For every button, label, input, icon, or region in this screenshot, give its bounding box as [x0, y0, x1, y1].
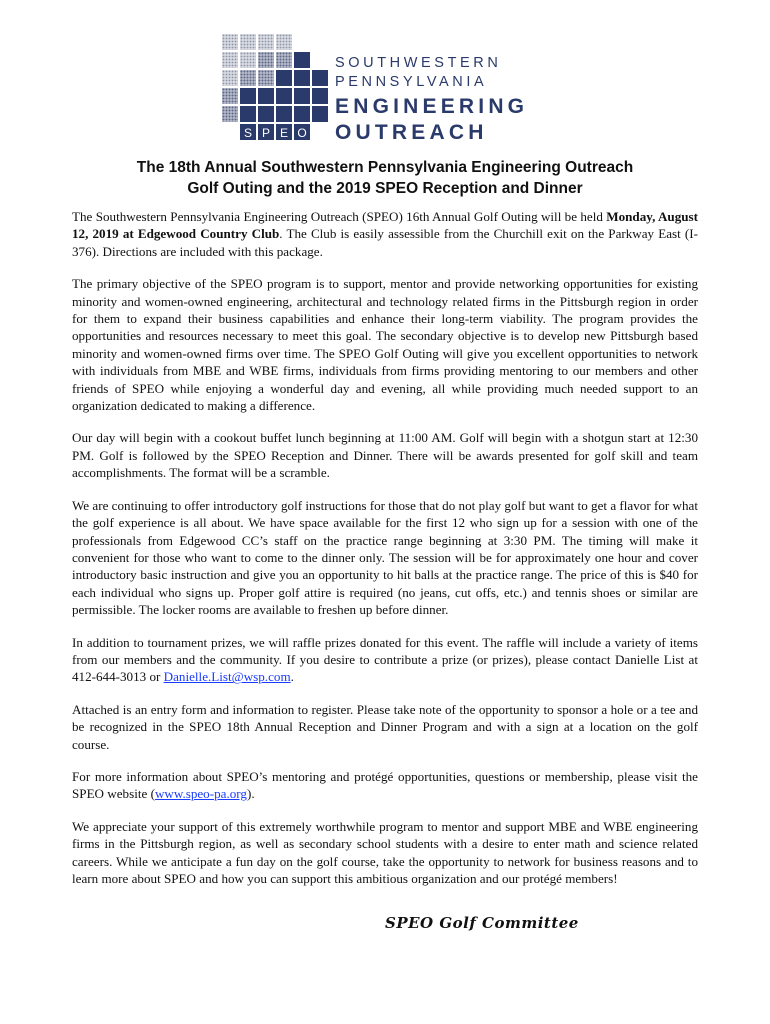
logo-mark-letter: O [297, 126, 307, 140]
paragraph-text: . The Club is easily assessible from the Churchill exit on the Parkway East (I-376). Directions are included with this package. [72, 226, 698, 259]
grid-cell [240, 88, 256, 104]
grid-cell [240, 106, 256, 122]
grid-cell [276, 34, 292, 50]
grid-cell [294, 88, 310, 104]
paragraph-text: For more information about SPEO’s mentoring and protégé opportunities, questions or membership, please visit the SPEO website ( [72, 768, 698, 802]
paragraph-schedule: Our day will begin with a cookout buffet lunch beginning at 11:00 AM. Golf will begin with a shotgun start at 12:30 PM. Golf is followed by the SPEO Reception and Dinner. There will be awards presented for golf skill and team accomplishments. The format will be a scramble. [72, 430, 698, 481]
grid-cell [312, 106, 328, 122]
grid-cell [294, 70, 310, 86]
grid-cell [276, 88, 292, 104]
speo-grid-mark [222, 34, 328, 140]
speo-logo [222, 34, 552, 144]
grid-cell [294, 52, 310, 68]
paragraph-event-details [72, 208, 698, 260]
logo-mark-letter: S [243, 126, 253, 140]
grid-cell [222, 70, 238, 86]
paragraph-appreciation: We appreciate your support of this extremely worthwhile program to mentor and support MBE and WBE engineering firms in the Pittsburgh region, as well as secondary school students with a desire to enter math and science related careers. While we anticipate a fun day on the golf course, take the opportunity to network for business reasons and to learn more about SPEO and how you can support this ambitious organization and our protégé members! [72, 818, 698, 886]
grid-cell [240, 70, 256, 86]
website-link[interactable]: www.speo-pa.org [154, 786, 247, 802]
logo-line: ENGINEERING [335, 95, 529, 118]
paragraph-objectives: The primary objective of the SPEO program is to support, mentor and provide networking opportunities for existing minority and women-owned engineering, architectural and technology related firms in the Pittsburgh region in order for them to expand their business capabilities and enhance their long-term viability. The program provides the opportunities and resources necessary to meet this goal. The secondary objective is to develop new Pittsburgh based minority and women-owned firms over time. The SPEO Golf Outing will give you excellent opportunities to network with individuals from MBE and WBE firms, individuals from firms providing mentoring to our members and other friends of SPEO while enjoying a wonderful day and evening, all while providing much needed support to an organization dedicated to making a difference. [72, 276, 698, 414]
grid-cell [258, 34, 274, 50]
grid-cell [222, 34, 238, 50]
logo-mark-letter: P [261, 126, 271, 140]
grid-cell [276, 70, 292, 86]
title-line-1: The 18th Annual Southwestern Pennsylvania Engineering Outreach [136, 159, 634, 176]
grid-cell [258, 106, 274, 122]
logo-mark-letter: E [279, 126, 289, 140]
paragraph-text: . [290, 669, 294, 685]
logo-line: PENNSYLVANIA [335, 74, 488, 90]
email-link[interactable]: Danielle.List@wsp.com [163, 669, 291, 685]
grid-cell [312, 70, 328, 86]
grid-cell [240, 34, 256, 50]
logo-line: OUTREACH [335, 121, 488, 144]
grid-cell [258, 88, 274, 104]
grid-cell [258, 52, 274, 68]
logo-line: SOUTHWESTERN [335, 55, 502, 71]
grid-cell [222, 88, 238, 104]
grid-cell [276, 106, 292, 122]
grid-cell [258, 70, 274, 86]
paragraph-text: The Southwestern Pennsylvania Engineering Outreach (SPEO) 16th Annual Golf Outing will be held [72, 209, 607, 224]
grid-cell [222, 52, 238, 68]
paragraph-golf-instruction: We are continuing to offer introductory golf instructions for those that do not play golf but want to get a flavor for what the golf experience is all about. We have space available for the first 12 who sign up for a session with one of the professionals from Edgewood CC’s staff on the practice range beginning at 3:30 PM. The timing will make it convenient for those who want to come to the dinner only. The session will be for approximately one hour and cover introductory basic instruction and give you an opportunity to hit balls at the practice range. The price of this is $40 for each individual who signs up. Proper golf attire is required (no jeans, cut offs, etc.) and tennis shoes or similar are permissible. The locker rooms are available to freshen up before dinner. [72, 497, 698, 618]
paragraph-text: ). [246, 786, 255, 802]
paragraph-more-info [72, 768, 698, 803]
document-title [60, 157, 710, 199]
paragraph-text: In addition to tournament prizes, we will raffle prizes donated for this event. The raffle will include a variety of items from our members and the community. If you desire to contribute a prize (or prizes), please contact Danielle List at 412-644-3013 or [72, 634, 698, 685]
grid-cell [222, 106, 238, 122]
grid-cell [312, 88, 328, 104]
letter-body [72, 208, 698, 902]
paragraph-raffle [72, 634, 698, 686]
grid-cell [240, 52, 256, 68]
event-date-location: Monday, August 12, 2019 at Edgewood Country Club [72, 209, 698, 242]
logo-wordmark [335, 54, 528, 146]
grid-cell [294, 106, 310, 122]
grid-cell [276, 52, 292, 68]
paragraph-registration: Attached is an entry form and information to register. Please take note of the opportunity to sponsor a hole or a tee and be recognized in the SPEO 18th Annual Reception and Dinner Program and with a sign at a location on the golf course. [72, 701, 698, 752]
title-line-2: Golf Outing and the 2019 SPEO Reception and Dinner [187, 180, 583, 197]
signature: SPEO Golf Committee [385, 914, 579, 932]
